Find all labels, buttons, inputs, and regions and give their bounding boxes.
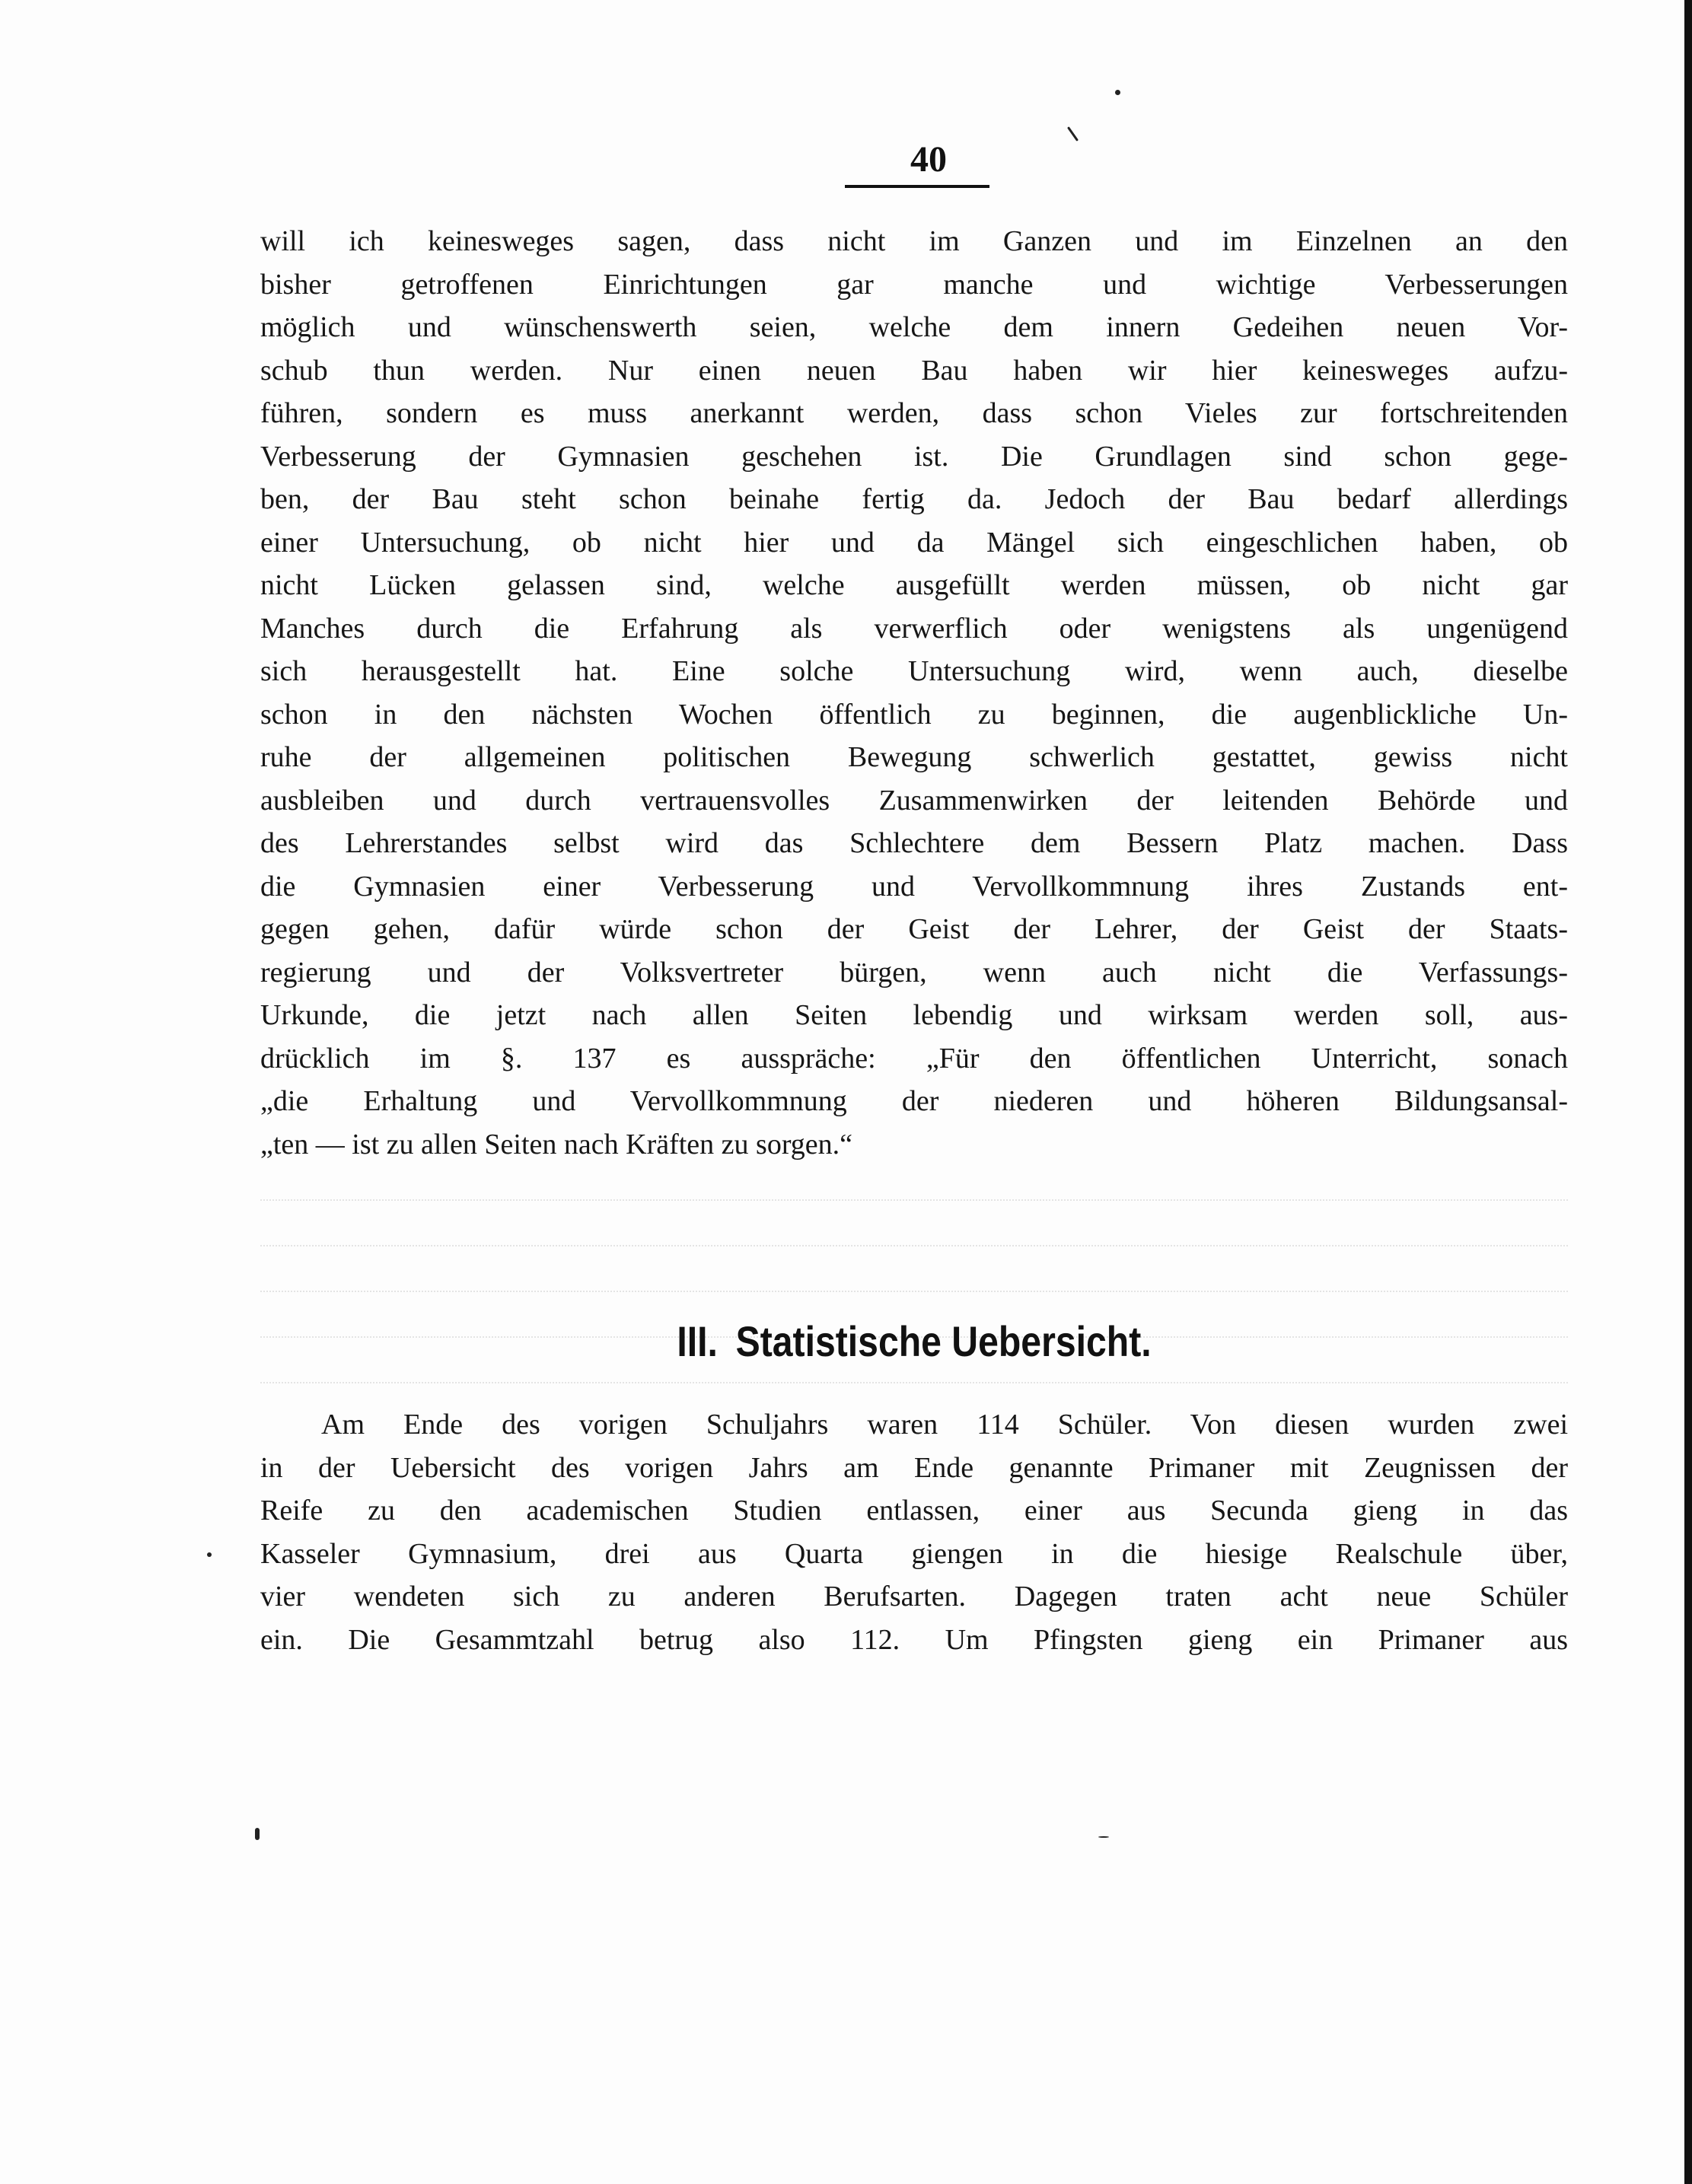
text-line: ein. Die Gesammtzahl betrug also 112. Um Pfingsten gieng ein Primaner aus [260,1623,1568,1656]
scan-border [1684,0,1692,2184]
text-line: schon in den nächsten Wochen öffentlich zu beginnen, die augenblickliche Un- [260,698,1568,731]
body-paragraph [260,220,1568,1166]
text-line: Reife zu den academischen Studien entlassen, einer aus Secunda gieng in das [260,1495,1568,1527]
section-title: Statistische Uebersicht. [735,1317,1152,1365]
text-line: „die Erhaltung und Vervollkommnung der niederen und höheren Bildungsansal- [260,1085,1568,1117]
text-line: des Lehrerstandes selbst wird das Schlechtere dem Bessern Platz machen. Dass [260,827,1568,859]
section-heading [352,1316,1476,1366]
text-line: die Gymnasien einer Verbesserung und Vervollkommnung ihres Zustands ent- [260,870,1568,903]
text-line: in der Uebersicht des vorigen Jahrs am Ende genannte Primaner mit Zeugnissen der [260,1451,1568,1484]
text-line: gegen gehen, dafür würde schon der Geist der Lehrer, der Geist der Staats- [260,913,1568,945]
text-line: sich herausgestellt hat. Eine solche Untersuchung wird, wenn auch, dieselbe [260,655,1568,687]
text-line: Manches durch die Erfahrung als verwerflich oder wenigstens als ungenügend [260,612,1568,645]
text-line: nicht Lücken gelassen sind, welche ausgefüllt werden müssen, ob nicht gar [260,569,1568,601]
text-line: bisher getroffenen Einrichtungen gar manche und wichtige Verbesserungen [260,268,1568,301]
page-number: 40 [910,139,947,180]
section-numeral: III. [677,1317,718,1365]
text-line: vier wendeten sich zu anderen Berufsarten. Dagegen traten acht neue Schüler [260,1581,1568,1613]
ink-speck [1115,90,1120,95]
text-line: ausbleiben und durch vertrauensvolles Zusammenwirken der leitenden Behörde und [260,784,1568,817]
text-line: einer Untersuchung, ob nicht hier und da Mängel sich eingeschlichen haben, ob [260,526,1568,559]
text-line: möglich und wünschenswerth seien, welche dem innern Gedeihen neuen Vor- [260,311,1568,343]
text-line: Verbesserung der Gymnasien geschehen ist. Die Grundlagen sind schon gege- [260,440,1568,473]
text-line: ben, der Bau steht schon beinahe fertig da. Jedoch der Bau bedarf allerdings [260,483,1568,515]
text-line: ruhe der allgemeinen politischen Bewegung schwerlich gestattet, gewiss nicht [260,741,1568,773]
ink-speck [1098,1836,1109,1838]
text-line: schub thun werden. Nur einen neuen Bau haben wir hier keinesweges aufzu- [260,354,1568,387]
text-line: Urkunde, die jetzt nach allen Seiten lebendig und wirksam werden soll, aus- [260,999,1568,1031]
section-paragraph [260,1403,1568,1661]
ink-speck [207,1552,212,1557]
text-line: führen, sondern es muss anerkannt werden, dass schon Vieles zur fortschreitenden [260,397,1568,429]
text-line: „ten — ist zu allen Seiten nach Kräften zu sorgen.“ [260,1128,853,1160]
text-line: will ich keinesweges sagen, dass nicht im Ganzen und im Einzelnen an den [260,225,1568,257]
text-line: Am Ende des vorigen Schuljahrs waren 114 Schüler. Von diesen wurden zwei [321,1409,1568,1441]
text-line: regierung und der Volksvertreter bürgen, wenn auch nicht die Verfassungs- [260,956,1568,989]
text-line: drücklich im §. 137 es ausspräche: „Für den öffentlichen Unterricht, sonach [260,1042,1568,1074]
text-line: Kasseler Gymnasium, drei aus Quarta giengen in die hiesige Realschule über, [260,1537,1568,1570]
header-rule [845,185,989,188]
ink-speck [255,1828,260,1840]
ink-speck [1067,126,1079,142]
